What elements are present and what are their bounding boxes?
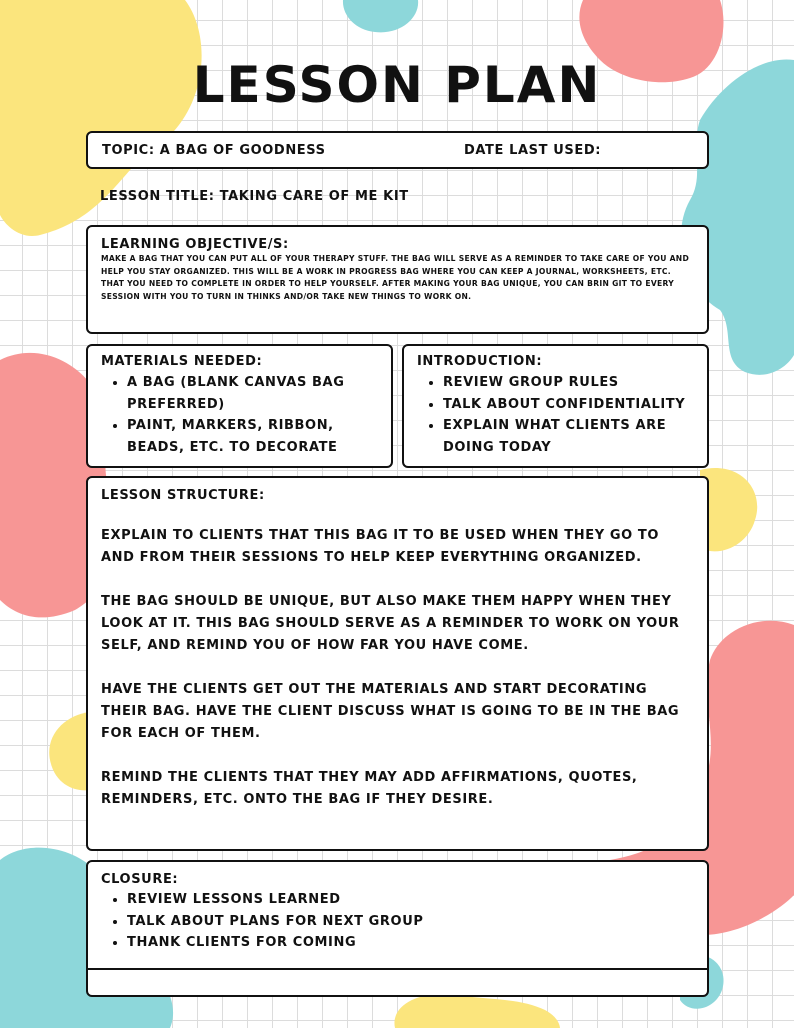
closure-list [101, 889, 694, 954]
lesson-title: LESSON TITLE: TAKING CARE OF ME KIT [100, 189, 409, 204]
page-title: LESSON PLAN [192, 56, 602, 114]
introduction-box [402, 344, 709, 468]
yellow-blob-bottom [394, 994, 560, 1028]
structure-paragraph: HAVE THE CLIENTS GET OUT THE MATERIALS AND START DECORATING THEIR BAG. HAVE THE CLIENT DISCUSS WHAT IS GOING TO BE IN THE BAG FOR EACH OF THEM. [101, 682, 680, 741]
list-item: • A BAG (BLANK CANVAS BAG PREFERRED) [127, 372, 378, 415]
learning-objectives-label: LEARNING OBJECTIVE/S: [101, 237, 289, 252]
closure-box [86, 860, 709, 997]
materials-list [101, 372, 378, 458]
structure-paragraph: REMIND THE CLIENTS THAT THEY MAY ADD AFFIRMATIONS, QUOTES, REMINDERS, ETC. ONTO THE BAG IF THEY DESIRE. [101, 770, 638, 807]
yellow-blob-left [49, 712, 90, 790]
list-item: • TALK ABOUT PLANS FOR NEXT GROUP [127, 911, 694, 933]
list-item: • REVIEW GROUP RULES [443, 372, 694, 394]
lesson-structure-label: LESSON STRUCTURE: [101, 488, 265, 503]
list-item: • THANK CLIENTS FOR COMING [127, 932, 694, 954]
closure-divider [88, 968, 707, 970]
learning-objectives-text: MAKE A BAG THAT YOU CAN PUT ALL OF YOUR THERAPY STUFF. THE BAG WILL SERVE AS A REMINDER TO TAKE CARE OF YOU AND HELP YOU STAY ORGANIZED. THIS WILL BE A WORK IN PROGRESS BAG WHERE YOU CAN KEEP A JOURNAL, WORKSHEETS, ETC. THAT YOU NEED TO COMPLETE IN ORDER TO HELP YOURSELF. AFTER MAKING YOUR BAG UNIQUE, YOU CAN BRIN GIT TO EVERY SESSION WITH YOU TO TURN IN THINKS AND/OR TAKE NEW THINGS TO WORK ON. [101, 254, 690, 301]
list-item: • REVIEW LESSONS LEARNED [127, 889, 694, 911]
structure-paragraph: EXPLAIN TO CLIENTS THAT THIS BAG IT TO BE USED WHEN THEY GO TO AND FROM THEIR SESSIONS TO HELP KEEP EVERYTHING ORGANIZED. [101, 528, 660, 565]
structure-paragraph: THE BAG SHOULD BE UNIQUE, BUT ALSO MAKE THEM HAPPY WHEN THEY LOOK AT IT. THIS BAG SHOULD SERVE AS A REMINDER TO WORK ON YOUR SELF, AND REMIND YOU OF HOW FAR YOU HAVE COME. [101, 594, 680, 653]
learning-objectives-box [86, 225, 709, 334]
materials-label: MATERIALS NEEDED: [101, 354, 263, 369]
topic-label: TOPIC: A BAG OF GOODNESS [102, 143, 326, 158]
list-item: • EXPLAIN WHAT CLIENTS ARE DOING TODAY [443, 415, 694, 458]
topic-box [86, 131, 709, 169]
introduction-label: INTRODUCTION: [417, 354, 543, 369]
lesson-structure-box [86, 476, 709, 851]
introduction-list [417, 372, 694, 458]
teal-blob-top [343, 0, 418, 32]
materials-box [86, 344, 393, 468]
date-last-used-label: DATE LAST USED: [464, 143, 602, 158]
list-item: • TALK ABOUT CONFIDENTIALITY [443, 394, 694, 416]
list-item: • PAINT, MARKERS, RIBBON, BEADS, ETC. TO DECORATE [127, 415, 378, 458]
closure-label: CLOSURE: [101, 872, 179, 887]
